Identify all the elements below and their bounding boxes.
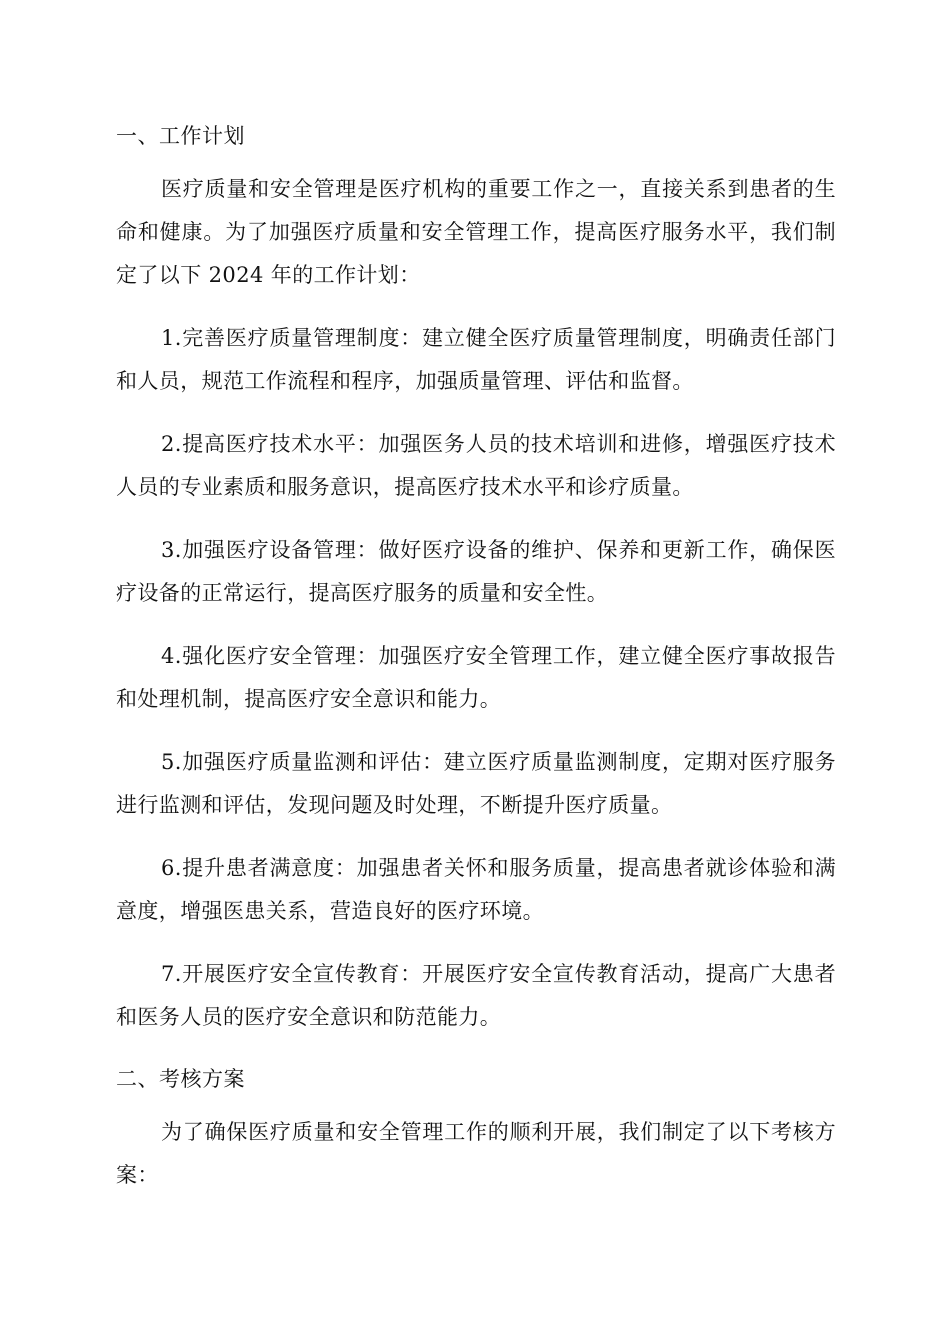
section-heading-work-plan: 一、工作计划	[116, 124, 245, 148]
work-plan-item-6: 6.提升患者满意度：加强患者关怀和服务质量，提高患者就诊体验和满意度，增强医患关系，营造良好的医疗环境。	[116, 856, 836, 923]
work-plan-intro-paragraph: 医疗质量和安全管理是医疗机构的重要工作之一，直接关系到患者的生命和健康。为了加强医疗质量和安全管理工作，提高医疗服务水平，我们制定了以下 2024 年的工作计划：	[116, 177, 836, 287]
work-plan-item-4: 4.强化医疗安全管理：加强医疗安全管理工作，建立健全医疗事故报告和处理机制，提高医疗安全意识和能力。	[116, 644, 836, 711]
work-plan-item-5: 5.加强医疗质量监测和评估：建立医疗质量监测制度，定期对医疗服务进行监测和评估，发现问题及时处理，不断提升医疗质量。	[116, 750, 836, 817]
assessment-plan-intro-paragraph: 为了确保医疗质量和安全管理工作的顺利开展，我们制定了以下考核方案：	[116, 1120, 836, 1187]
work-plan-item-7: 7.开展医疗安全宣传教育：开展医疗安全宣传教育活动，提高广大患者和医务人员的医疗安全意识和防范能力。	[116, 962, 836, 1029]
document-body	[116, 116, 836, 1197]
section-heading-assessment-plan: 二、考核方案	[116, 1067, 245, 1091]
work-plan-item-2: 2.提高医疗技术水平：加强医务人员的技术培训和进修，增强医疗技术人员的专业素质和服务意识，提高医疗技术水平和诊疗质量。	[116, 432, 836, 499]
work-plan-item-3: 3.加强医疗设备管理：做好医疗设备的维护、保养和更新工作，确保医疗设备的正常运行，提高医疗服务的质量和安全性。	[116, 538, 836, 605]
work-plan-item-1: 1.完善医疗质量管理制度：建立健全医疗质量管理制度，明确责任部门和人员，规范工作流程和程序，加强质量管理、评估和监督。	[116, 326, 836, 393]
